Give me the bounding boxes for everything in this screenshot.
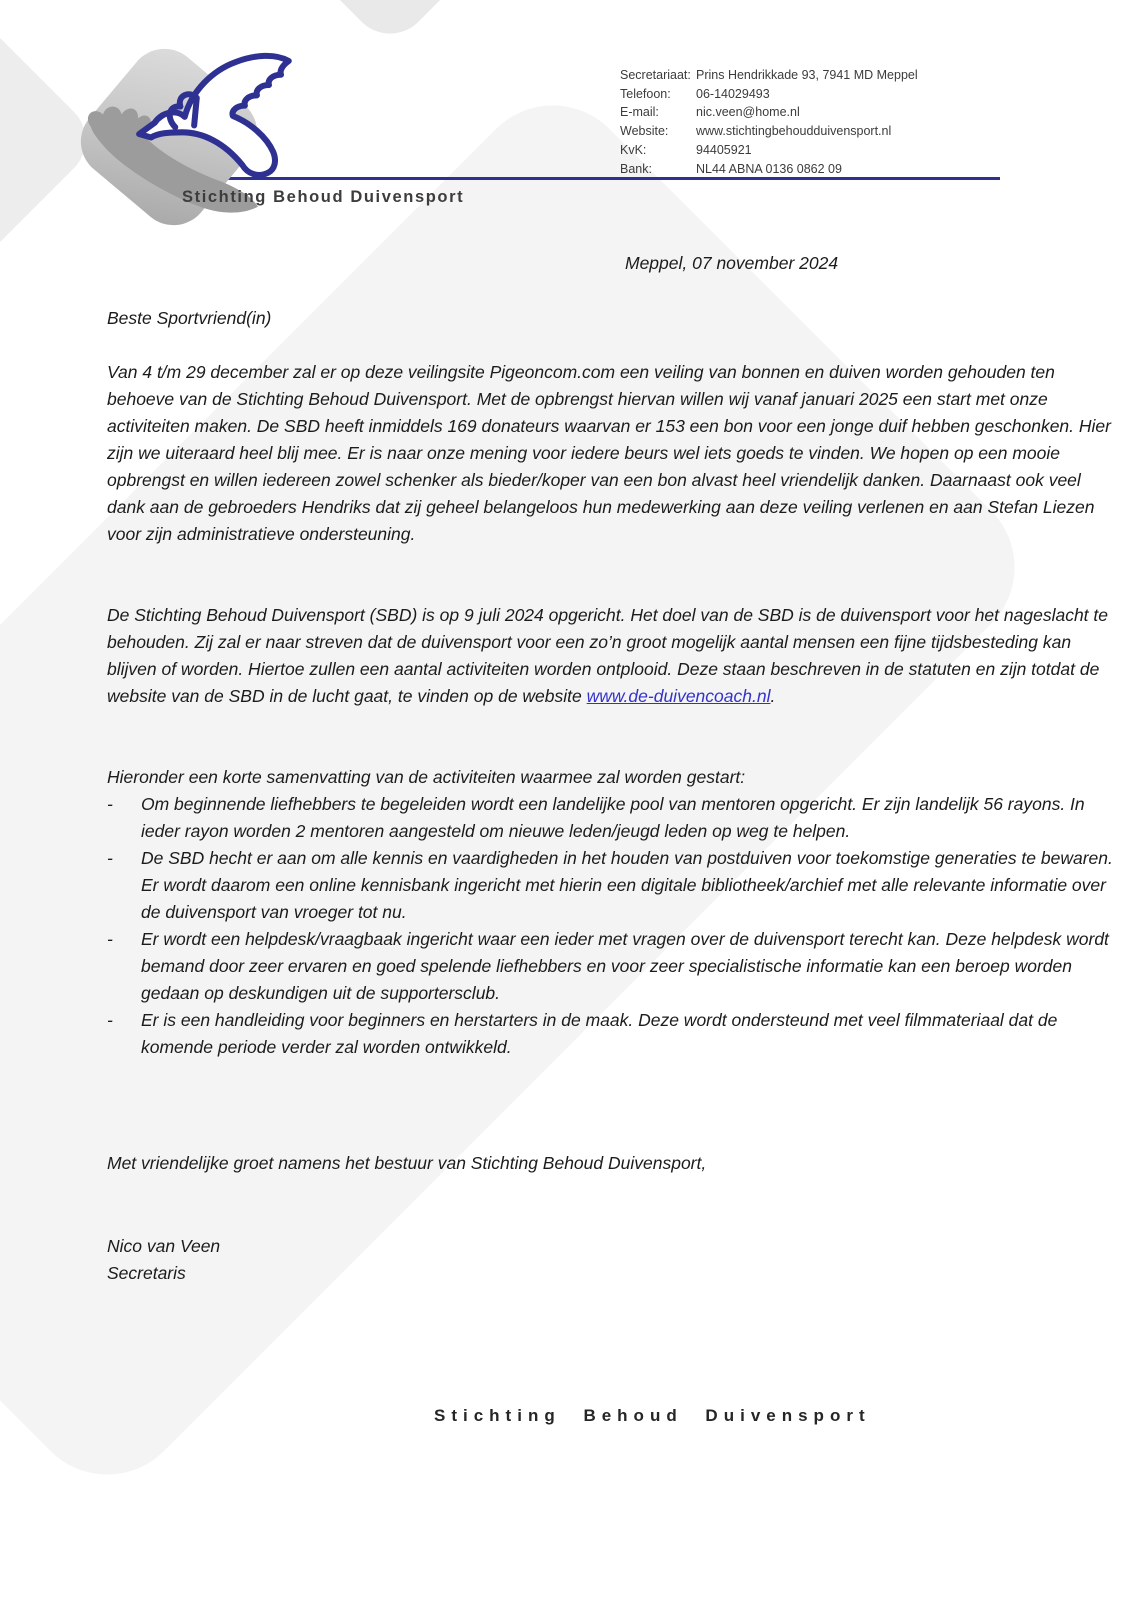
signer-name: Nico van Veen	[107, 1236, 221, 1256]
date-line: Meppel, 07 november 2024	[625, 253, 839, 273]
footer-wordmark: Stichting Behoud Duivensport	[434, 1406, 871, 1425]
list-item-text: Om beginnende liefhebbers te begeleiden wordt een landelijke pool van mentoren opgericht. Er zijn landelijk 56 rayons. In ieder rayon worden 2 mentoren aangesteld om nieuwe leden/jeugd leden op weg te helpen.	[141, 794, 1085, 841]
bullet-marker: -	[107, 848, 113, 868]
contact-value: Prins Hendrikkade 93, 7941 MD Meppel	[696, 68, 918, 82]
bullet-marker: -	[107, 794, 113, 814]
contact-row-secretariaat	[620, 66, 918, 85]
contact-label: Bank:	[620, 161, 652, 176]
contact-value: 06-14029493	[696, 86, 770, 101]
paragraph-oprichting	[107, 602, 1113, 710]
list-item-text: De SBD hecht er aan om alle kennis en vaardigheden in het houden van postduiven voor toekomstige generaties te bewaren. Er wordt daarom een online kennisbank ingericht met hierin een digitale bibliotheek/archief met alle relevante informatie over de duivensport van vroeger tot nu.	[141, 848, 1113, 922]
list-item	[107, 791, 1117, 845]
signer-role: Secretaris	[107, 1263, 186, 1283]
closing-line: Met vriendelijke groet namens het bestuur van Stichting Behoud Duivensport,	[107, 1153, 707, 1173]
salutation: Beste Sportvriend(in)	[107, 308, 272, 328]
contact-value: 94405921	[696, 142, 752, 157]
paragraph-veiling: Van 4 t/m 29 december zal er op deze veilingsite Pigeoncom.com een veiling van bonnen en duiven worden gehouden ten behoeve van de Stichting Behoud Duivensport. Met de opbrengst hiervan willen wij vanaf januari 2025 een start met onze activiteiten maken. De SBD heeft inmiddels 169 donateurs waarvan er 153 een bon voor een jonge duif hebben geschonken. Hier zijn we uiteraard heel blij mee. Er is naar onze mening voor iedere beurs wel iets goeds te vinden. We hopen op een mooie opbrengst en willen iedereen zowel schenker als bieder/koper van een bon alvast heel vriendelijk danken. Daarnaast ook veel dank aan de gebroeders Hendriks dat zij geheel belangeloos hun medewerking aan deze veiling verlenen en aan Stefan Liezen voor zijn administratieve ondersteuning.	[107, 362, 1111, 544]
contact-row-kvk	[620, 141, 918, 160]
contact-label: Website:	[620, 124, 669, 139]
paragraph-text: .	[770, 686, 776, 706]
contact-value: NL44 ABNA 0136 0862 09	[696, 161, 842, 176]
activities-intro: Hieronder een korte samenvatting van de activiteiten waarmee zal worden gestart:	[107, 767, 746, 787]
bullet-marker: -	[107, 929, 113, 949]
contact-label: Secretariaat:	[620, 68, 691, 82]
contact-row-bank	[620, 160, 918, 179]
contact-label: E-mail:	[620, 105, 659, 120]
contact-label: KvK:	[620, 142, 647, 157]
list-item	[107, 845, 1117, 926]
contact-row-website	[620, 122, 918, 141]
list-item-text: Er is een handleiding voor beginners en herstarters in de maak. Deze wordt ondersteund met veel filmmateriaal dat de komende periode verder zal worden ontwikkeld.	[141, 1010, 1058, 1057]
bullet-marker: -	[107, 1010, 113, 1030]
contact-row-email	[620, 103, 918, 122]
org-name: Stichting Behoud Duivensport	[182, 188, 465, 206]
contact-value: nic.veen@home.nl	[696, 105, 800, 120]
contact-value: www.stichtingbehoudduivensport.nl	[696, 124, 892, 139]
contact-label: Telefoon:	[620, 86, 671, 101]
dove-icon	[98, 36, 366, 208]
duivencoach-link[interactable]: www.de-duivencoach.nl	[586, 686, 771, 706]
contact-block	[620, 66, 918, 178]
list-item-text: Er wordt een helpdesk/vraagbaak ingericht waar een ieder met vragen over de duivensport terecht kan. Deze helpdesk wordt bemand door zeer ervaren en goed spelende liefhebbers en voor zeer specialistische informatie kan een beroep worden gedaan op deskundigen uit de supportersclub.	[141, 929, 1109, 1003]
paragraph-text: De Stichting Behoud Duivensport (SBD) is op 9 juli 2024 opgericht. Het doel van de SBD is de duivensport voor het nageslacht te behouden. Zij zal er naar streven dat de duivensport voor een zo’n groot mogelijk aantal mensen een fijne tijdsbesteding kan blijven of worden. Hiertoe zullen een aantal activiteiten worden ontplooid. Deze staan beschreven in de statuten en zijn totdat de website van de SBD in de lucht gaat, te vinden op de website	[107, 605, 1108, 706]
activities-list	[107, 791, 1117, 1061]
list-item	[107, 1007, 1117, 1061]
contact-row-telefoon	[620, 85, 918, 104]
list-item	[107, 926, 1117, 1007]
